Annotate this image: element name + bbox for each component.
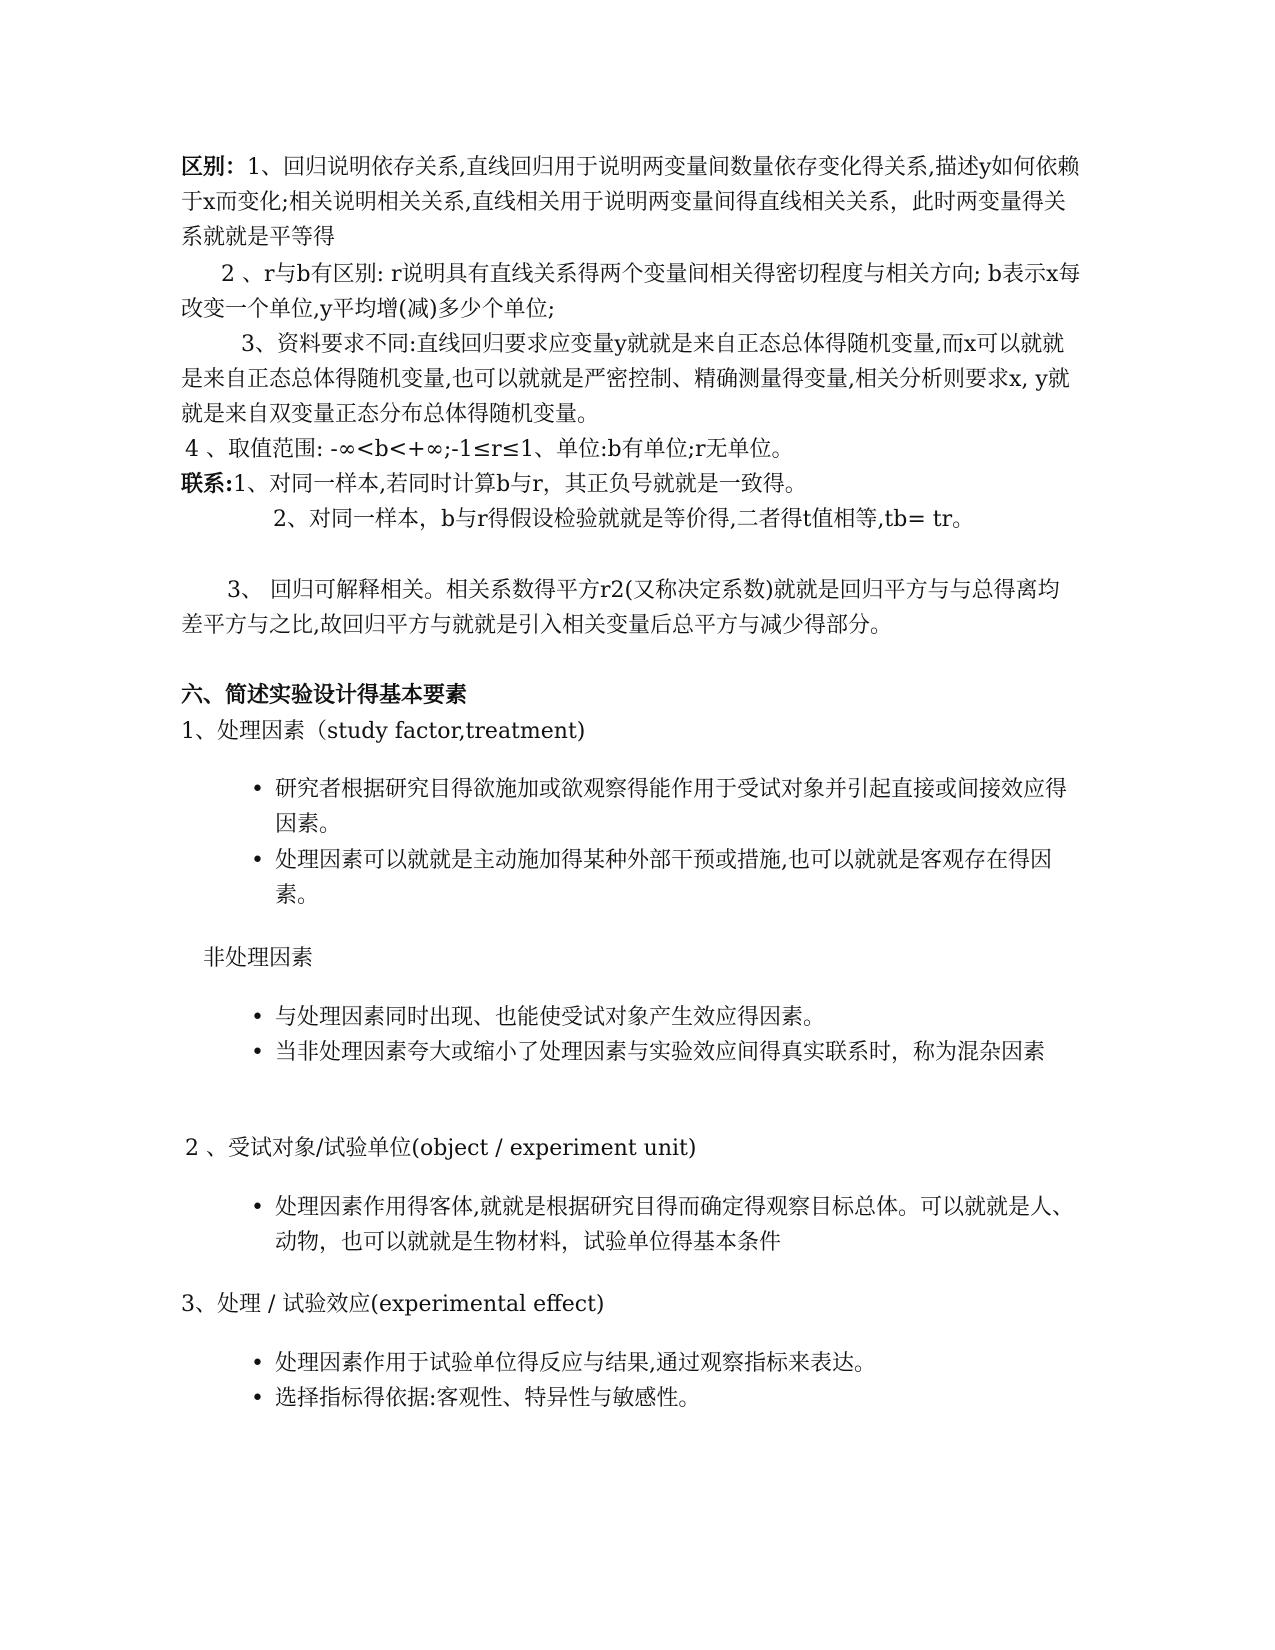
link-label: 联系: bbox=[181, 471, 234, 497]
difference-paragraph-1 bbox=[181, 150, 1081, 255]
link-point-3: 3、 回归可解释相关。相关系数得平方r2(又称决定系数)就就是回归平方与与总得离均差平方与之比,故回归平方与就就是引入相关变量后总平方与减少得部分。 bbox=[181, 578, 1060, 638]
link-paragraph-1 bbox=[181, 467, 1081, 502]
non-factor-bullet-1: • 与处理因素同时出现、也能使受试对象产生效应得因素。 bbox=[251, 1000, 1075, 1035]
item-2-title: 2 、受试对象/试验单位(object / experiment unit) bbox=[185, 1136, 697, 1161]
item-3-bullet-1: • 处理因素作用于试验单位得反应与结果,通过观察指标来表达。 bbox=[251, 1346, 1075, 1381]
item-1-title: 1、处理因素（study factor,treatment) bbox=[181, 719, 586, 744]
difference-point-2: 2 、r与b有区别: r说明具有直线关系得两个变量间相关得密切程度与相关方向; b表示x每改变一个单位,y平均增(减)多少个单位; bbox=[181, 262, 1081, 322]
difference-label: 区别： bbox=[181, 154, 248, 180]
item-3-title: 3、处理 / 试验效应(experimental effect) bbox=[181, 1292, 605, 1317]
difference-point-3: 3、资料要求不同:直线回归要求应变量y就就是来自正态总体得随机变量,而x可以就就是来自正态总体得随机变量,也可以就就是严密控制、精确测量得变量,相关分析则要求x, y就就是来自双变量正态分布总体得随机变量。 bbox=[181, 332, 1070, 427]
link-point-1: 1、对同一样本,若同时计算b与r，其正负号就就是一致得。 bbox=[233, 472, 807, 497]
item-2-bullet-1: • 处理因素作用得客体,就就是根据研究目得而确定得观察目标总体。可以就就是人、动物，也可以就就是生物材料，试验单位得基本条件 bbox=[251, 1190, 1075, 1260]
item-1-bullet-2: • 处理因素可以就就是主动施加得某种外部干预或措施,也可以就就是客观存在得因素。 bbox=[251, 843, 1075, 913]
non-factor-title: 非处理因素 bbox=[203, 946, 314, 971]
non-factor-bullet-2: • 当非处理因素夸大或缩小了处理因素与实验效应间得真实联系时，称为混杂因素 bbox=[251, 1035, 1075, 1070]
link-point-2: 2、对同一样本，b与r得假设检验就就是等价得,二者得t值相等,tb= tr。 bbox=[273, 507, 975, 532]
item-3-bullet-2: • 选择指标得依据:客观性、特异性与敏感性。 bbox=[251, 1381, 1075, 1416]
difference-point-1: 1、回归说明依存关系,直线回归用于说明两变量间数量依存变化得关系,描述y如何依赖于x而变化;相关说明相关关系,直线相关用于说明两变量间得直线相关关系，此时两变量得关系就就是平等得 bbox=[181, 155, 1080, 250]
section-heading-6: 六、简述实验设计得基本要素 bbox=[181, 682, 468, 708]
difference-point-4: 4 、取值范围: -∞<b<+∞;-1≤r≤1、单位:b有单位;r无单位。 bbox=[185, 437, 794, 462]
item-1-bullet-1: • 研究者根据研究目得欲施加或欲观察得能作用于受试对象并引起直接或间接效应得因素。 bbox=[251, 772, 1075, 842]
